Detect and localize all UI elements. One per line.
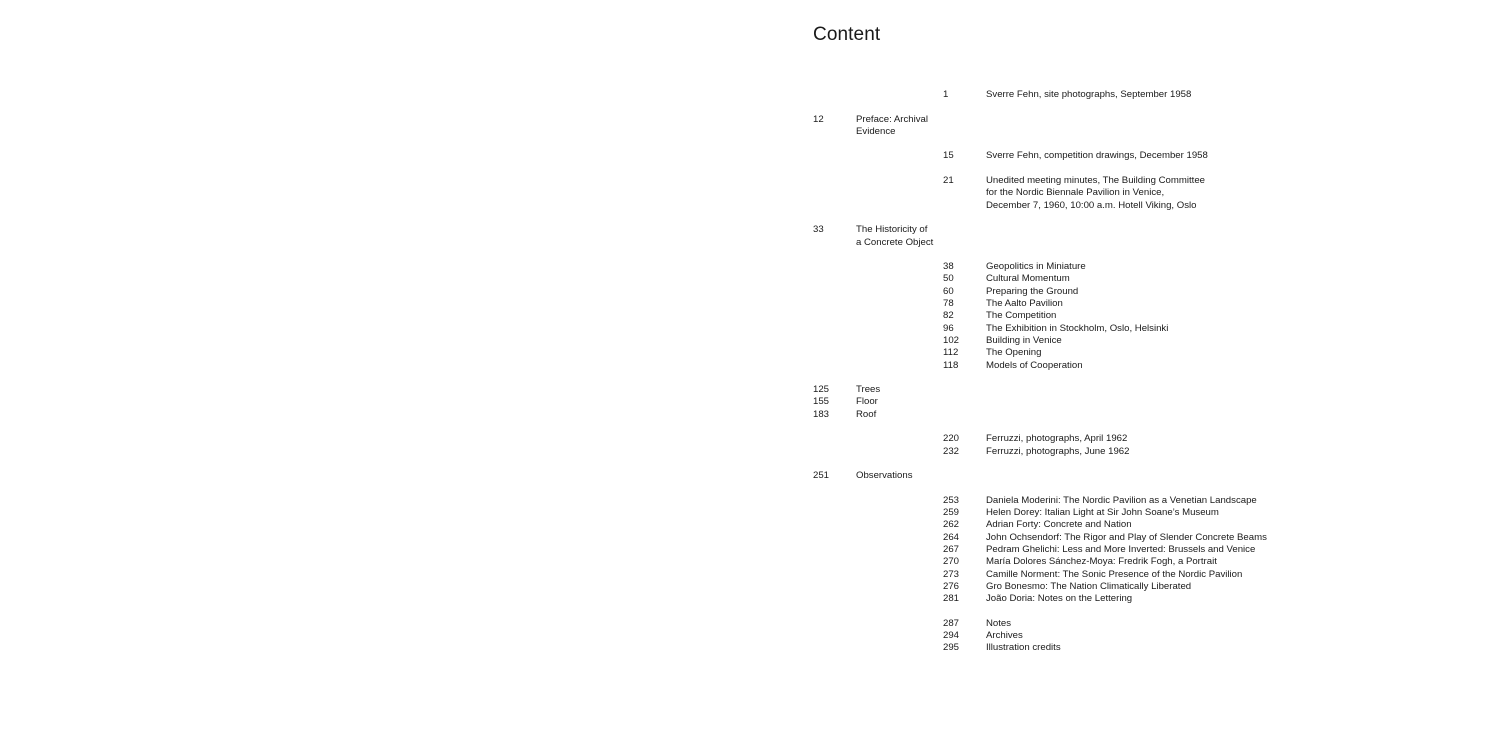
toc-title-line: The Competition (986, 310, 1057, 322)
toc-title-line: Roof (856, 408, 877, 420)
toc-item-entry (813, 150, 1493, 162)
toc-entry-title (986, 261, 1456, 273)
toc-entry-title (986, 323, 1456, 335)
toc-part-entry (813, 384, 1493, 396)
page-title: Content (813, 24, 881, 45)
toc-page-number: 294 (943, 630, 960, 642)
toc-title-line: Illustration credits (986, 642, 1061, 654)
toc-item-entry (813, 175, 1493, 212)
toc-title-line: Camille Norment: The Sonic Presence of the Nordic Pavilion (986, 568, 1243, 580)
toc-part-entry (813, 409, 1493, 421)
toc-entry-title (986, 298, 1456, 310)
toc-page-number: 220 (943, 433, 960, 445)
toc-page-number: 295 (943, 642, 960, 654)
toc-page-number: 251 (813, 470, 830, 482)
toc-page-number: 281 (943, 593, 960, 605)
toc-item-entry (813, 507, 1493, 519)
toc-item-entry (813, 89, 1493, 101)
toc-entry-title (986, 532, 1456, 544)
toc-page-number: 21 (943, 175, 954, 187)
toc-entry-title (986, 495, 1456, 507)
toc-item-entry (813, 446, 1493, 458)
toc-item-entry (813, 556, 1493, 568)
toc-part-group (813, 384, 1493, 421)
toc-page-number: 125 (813, 384, 830, 396)
toc-page-number: 38 (943, 261, 954, 273)
toc-title-line: Ferruzzi, photographs, April 1962 (986, 433, 1128, 445)
toc-item-entry (813, 433, 1493, 445)
toc-item-group (813, 175, 1493, 212)
toc-page-number: 118 (943, 359, 959, 371)
toc-entry-title (986, 310, 1456, 322)
toc-entry-title (856, 409, 942, 421)
toc-entry-title (856, 384, 942, 396)
toc-entry-title (986, 642, 1456, 654)
toc-item-entry (813, 323, 1493, 335)
toc-page-number: 50 (943, 273, 954, 285)
table-of-contents (813, 89, 1493, 655)
toc-title-line: João Doria: Notes on the Lettering (986, 593, 1133, 605)
toc-title-line: Models of Cooperation (986, 359, 1083, 371)
toc-item-entry (813, 261, 1493, 273)
toc-title-line: The Aalto Pavilion (986, 298, 1063, 310)
toc-item-group (813, 261, 1493, 372)
toc-part-entry (813, 396, 1493, 408)
toc-entry-title (986, 507, 1456, 519)
toc-item-group (813, 618, 1493, 655)
toc-page-number: 183 (813, 408, 830, 420)
toc-page-number: 232 (943, 445, 960, 457)
toc-page-number: 96 (943, 322, 954, 334)
toc-entry-title (986, 581, 1456, 593)
toc-entry-title (986, 347, 1456, 359)
toc-title-line: John Ochsendorf: The Rigor and Play of Slender Concrete Beams (986, 531, 1267, 543)
toc-entry-title (986, 446, 1456, 458)
toc-page-number: 112 (943, 347, 959, 359)
toc-item-entry (813, 593, 1493, 605)
toc-page-number: 276 (943, 580, 960, 592)
toc-part-entry (813, 224, 1493, 249)
toc-title-line: Observations (856, 470, 913, 482)
toc-title-line: Sverre Fehn, competition drawings, December 1958 (986, 150, 1208, 162)
toc-page-number: 82 (943, 310, 954, 322)
right-page (750, 0, 1500, 750)
toc-entry-title (986, 433, 1456, 445)
toc-item-group (813, 150, 1493, 162)
toc-title-line: The Opening (986, 347, 1042, 359)
toc-page-number: 267 (943, 543, 960, 555)
toc-page-number: 155 (813, 396, 830, 408)
toc-title-line: Preface: Archival Evidence (856, 113, 928, 137)
toc-title-line: December 7, 1960, 10:00 a.m. Hotell Viking, Oslo (986, 199, 1197, 211)
toc-part-group (813, 470, 1493, 482)
toc-entry-title (856, 470, 942, 482)
toc-page-number: 270 (943, 556, 960, 568)
toc-entry-title (986, 519, 1456, 531)
toc-page-number: 12 (813, 113, 824, 125)
toc-title-line: Unedited meeting minutes, The Building Committee (986, 175, 1205, 187)
toc-entry-title (856, 396, 942, 408)
toc-entry-title (986, 89, 1456, 101)
toc-title-line: The Historicity of (856, 224, 928, 236)
toc-entry-title (986, 618, 1456, 630)
toc-item-entry (813, 286, 1493, 298)
toc-item-entry (813, 618, 1493, 630)
toc-part-group (813, 114, 1493, 139)
toc-item-group (813, 495, 1493, 606)
toc-title-line: Sverre Fehn, site photographs, September 1958 (986, 89, 1192, 100)
toc-item-entry (813, 581, 1493, 593)
toc-entry-title (986, 335, 1456, 347)
toc-item-entry (813, 544, 1493, 556)
toc-entry-title (986, 630, 1456, 642)
toc-page-number: 287 (943, 617, 960, 629)
toc-title-line: Trees (856, 384, 881, 396)
toc-part-entry (813, 470, 1493, 482)
toc-entry-title (986, 273, 1456, 285)
toc-title-line: Archives (986, 630, 1023, 642)
toc-entry-title (986, 286, 1456, 298)
toc-title-line: María Dolores Sánchez-Moya: Fredrik Fogh, a Portrait (986, 556, 1217, 568)
toc-entry-title (986, 360, 1456, 372)
toc-item-entry (813, 532, 1493, 544)
toc-item-entry (813, 335, 1493, 347)
toc-title-line: Adrian Forty: Concrete and Nation (986, 519, 1132, 531)
toc-page-number: 78 (943, 298, 954, 310)
toc-item-entry (813, 519, 1493, 531)
toc-page-number: 60 (943, 285, 954, 297)
toc-item-entry (813, 630, 1493, 642)
toc-title-line: Helen Dorey: Italian Light at Sir John Soane’s Museum (986, 507, 1219, 519)
toc-entry-title (986, 556, 1456, 568)
toc-entry-title (986, 175, 1456, 212)
toc-title-line: for the Nordic Biennale Pavilion in Venice, (986, 187, 1165, 199)
toc-page-number: 102 (943, 334, 960, 346)
toc-title-line: a Concrete Object (856, 236, 934, 248)
toc-item-entry (813, 273, 1493, 285)
toc-part-entry (813, 114, 1493, 139)
toc-title-line: Geopolitics in Miniature (986, 261, 1086, 273)
toc-item-entry (813, 495, 1493, 507)
toc-title-line: Ferruzzi, photographs, June 1962 (986, 445, 1130, 457)
toc-page-number: 15 (943, 150, 954, 162)
toc-title-line: Preparing the Ground (986, 285, 1079, 297)
toc-entry-title (986, 150, 1456, 162)
toc-title-line: Pedram Ghelichi: Less and More Inverted: Brussels and Venice (986, 543, 1256, 555)
toc-entry-title (986, 593, 1456, 605)
toc-page-number: 259 (943, 507, 960, 519)
toc-page-number: 253 (943, 494, 960, 506)
toc-entry-title (856, 114, 942, 139)
toc-item-entry (813, 569, 1493, 581)
toc-page-number: 264 (943, 531, 960, 543)
toc-item-entry (813, 310, 1493, 322)
toc-entry-title (986, 569, 1456, 581)
toc-item-entry (813, 360, 1493, 372)
toc-title-line: Building in Venice (986, 334, 1062, 346)
toc-part-group (813, 224, 1493, 249)
toc-title-line: Gro Bonesmo: The Nation Climatically Liberated (986, 580, 1192, 592)
toc-title-line: Notes (986, 617, 1012, 629)
toc-item-group (813, 433, 1493, 458)
toc-item-group (813, 89, 1493, 101)
toc-item-entry (813, 347, 1493, 359)
toc-title-line: The Exhibition in Stockholm, Oslo, Helsinki (986, 322, 1169, 334)
toc-title-line: Cultural Momentum (986, 273, 1070, 285)
toc-item-entry (813, 642, 1493, 654)
toc-page-number: 33 (813, 224, 824, 236)
toc-item-entry (813, 298, 1493, 310)
toc-page-number: 262 (943, 519, 960, 531)
toc-page-number: 1 (943, 89, 949, 100)
toc-page-number: 273 (943, 568, 960, 580)
toc-entry-title (986, 544, 1456, 556)
toc-entry-title (856, 224, 942, 249)
toc-title-line: Floor (856, 396, 878, 408)
toc-title-line: Daniela Moderini: The Nordic Pavilion as a Venetian Landscape (986, 494, 1257, 506)
